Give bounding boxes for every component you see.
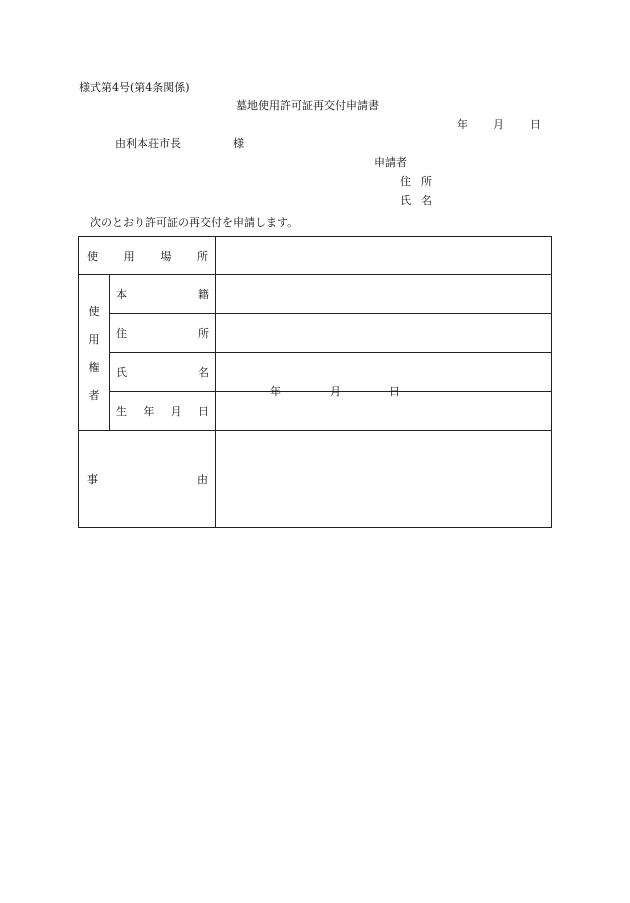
name-char-2: 名 [421, 194, 432, 207]
row-birthdate [79, 392, 552, 431]
label-location: 使 用 場 所 [79, 237, 216, 275]
date-line [0, 118, 630, 132]
label-address: 住 所 [110, 314, 216, 353]
birth-day-label: 日 [389, 385, 400, 398]
document-title: 墓地使用許可証再交付申請書 [236, 99, 379, 112]
birth-month-label: 月 [330, 385, 341, 398]
row-reason [79, 431, 552, 528]
value-reason[interactable] [216, 431, 552, 528]
row-name [79, 353, 552, 392]
value-location[interactable] [216, 237, 552, 275]
intro-sentence: 次のとおり許可証の再交付を申請します。 [90, 216, 299, 229]
applicant-address-label [400, 175, 432, 189]
date-day-label: 日 [530, 118, 541, 131]
form-number: 様式第4号(第4条関係) [79, 81, 190, 94]
row-location [79, 237, 552, 275]
row-address [79, 314, 552, 353]
date-year-label: 年 [457, 118, 468, 131]
addressee: 由利本荘市長 [115, 137, 181, 150]
value-birthdate[interactable] [216, 385, 552, 431]
value-name[interactable] [216, 353, 552, 392]
address-char-1: 住 [400, 175, 411, 188]
applicant-name-label [400, 194, 432, 208]
label-holder-group: 使 用 権 者 [79, 275, 110, 431]
honorific: 様 [233, 137, 244, 150]
name-char-1: 氏 [400, 194, 411, 207]
label-birthdate: 生 年 月 日 [110, 392, 216, 431]
label-domicile: 本 籍 [110, 275, 216, 314]
row-domicile [79, 275, 552, 314]
address-char-2: 所 [421, 175, 432, 188]
label-reason: 事 由 [79, 431, 216, 528]
label-name: 氏 名 [110, 353, 216, 392]
birth-year-label: 年 [270, 385, 281, 398]
date-month-label: 月 [493, 118, 504, 131]
application-table [78, 236, 552, 528]
value-domicile[interactable] [216, 275, 552, 314]
applicant-label: 申請者 [374, 156, 407, 169]
value-address[interactable] [216, 314, 552, 353]
